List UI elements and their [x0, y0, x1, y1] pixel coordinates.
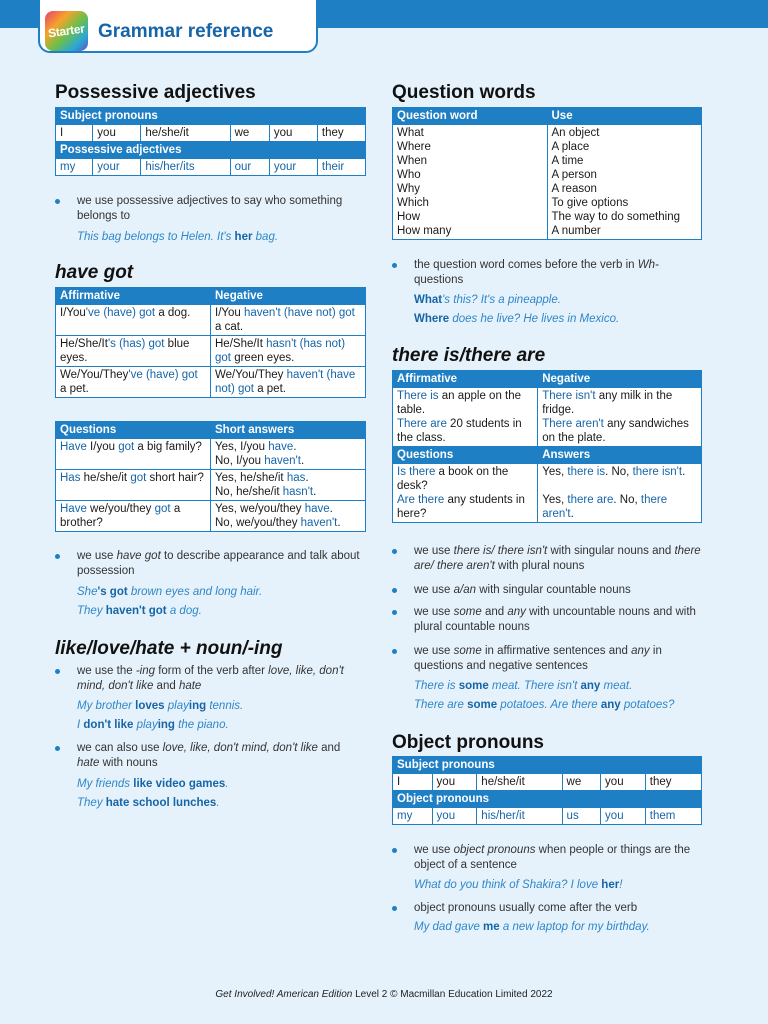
questions-header: Questions — [56, 422, 211, 439]
possessive-adjective: our — [230, 159, 269, 176]
subject-pronoun: he/she/it — [477, 774, 562, 791]
affirmative-header: Affirmative — [56, 288, 211, 305]
object-pronoun: my — [393, 808, 433, 825]
have-got-title: have got — [55, 262, 134, 283]
question-word-list: What Where When Who Why Which How How many — [393, 125, 548, 240]
subject-pronoun: I — [393, 774, 433, 791]
possessive-adjective: your — [93, 159, 141, 176]
footer-credit: Get Involved! American Edition Level 2 © Macmillan Education Limited 2022 — [215, 989, 553, 1000]
subject-pronoun: they — [645, 774, 701, 791]
object-pronoun: you — [432, 808, 477, 825]
question-words-table — [392, 107, 702, 240]
object-pronoun: them — [645, 808, 701, 825]
answers-header: Answers — [538, 447, 702, 464]
have-got-cell: Has he/she/it got short hair? — [56, 470, 211, 501]
have-got-cell: He/She/It hasn't (has not) got green eyes. — [211, 336, 366, 367]
subject-pronouns-header: Subject pronouns — [393, 757, 702, 774]
like-bullet-1: we use the -ing form of the verb after love, like, don't mind, don't like and hate — [55, 664, 365, 694]
like-example-4: They hate school lunches. — [77, 797, 220, 809]
there-bullet-1: we use there is/ there isn't with singular nouns and there are/ there aren't with plural nouns — [392, 544, 702, 574]
there-example-2: There are some potatoes. Are there any potatoes? — [414, 699, 675, 711]
question-words-example-1: What's this? It's a pineapple. — [414, 294, 561, 306]
object-pronouns-example-1: What do you think of Shakira? I love her! — [414, 879, 623, 891]
object-pronouns-bullet-1: we use object pronouns when people or things are the object of a sentence — [392, 843, 702, 873]
possessive-example: This bag belongs to Helen. It's her bag. — [77, 231, 279, 243]
negative-header: Negative — [538, 371, 702, 388]
subject-pronoun: you — [269, 125, 317, 142]
have-got-cell: He/She/It's (has) got blue eyes. — [56, 336, 211, 367]
like-example-1: My brother loves playing tennis. — [77, 700, 244, 712]
possessive-bullet: we use possessive adjectives to say who something belongs to — [55, 194, 365, 224]
there-cell: Is there a book on the desk? Are there any students in here? — [393, 464, 538, 523]
possessive-adjective: his/her/its — [141, 159, 230, 176]
have-got-affirmative-table — [55, 287, 366, 398]
object-pronoun: you — [601, 808, 646, 825]
subject-pronoun: I — [56, 125, 93, 142]
have-got-cell: I/You haven't (have not) got a cat. — [211, 305, 366, 336]
have-got-cell: Yes, we/you/they have. No, we/you/they haven't. — [211, 501, 366, 532]
there-bullet-2: we use a/an with singular countable nouns — [392, 583, 702, 598]
possessive-adjective: my — [56, 159, 93, 176]
negative-header: Negative — [211, 288, 366, 305]
possessive-title: Possessive adjectives — [55, 82, 256, 103]
there-is-title: there is/there are — [392, 345, 546, 366]
subject-pronoun: he/she/it — [141, 125, 230, 142]
possessive-adjectives-header: Possessive adjectives — [56, 142, 366, 159]
subject-pronouns-header: Subject pronouns — [56, 108, 366, 125]
have-got-example-1: She's got brown eyes and long hair. — [77, 586, 263, 598]
use-list: An object A place A time A person A reason To give options The way to do something A number — [547, 125, 702, 240]
there-bullet-4: we use some in affirmative sentences and any in questions and negative sentences — [392, 644, 702, 674]
have-got-cell: Yes, he/she/it has. No, he/she/it hasn't. — [211, 470, 366, 501]
short-answers-header: Short answers — [211, 422, 366, 439]
subject-pronoun: they — [317, 125, 365, 142]
have-got-cell: Have we/you/they got a brother? — [56, 501, 211, 532]
have-got-cell: Yes, I/you have. No, I/you haven't. — [211, 439, 366, 470]
have-got-bullet: we use have got to describe appearance and talk about possession — [55, 549, 365, 579]
page-title: Grammar reference — [98, 21, 274, 42]
subject-pronoun: you — [93, 125, 141, 142]
object-pronouns-example-2: My dad gave me a new laptop for my birthday. — [414, 921, 650, 933]
object-pronouns-header: Object pronouns — [393, 791, 702, 808]
like-bullet-2: we can also use love, like, don't mind, don't like and hate with nouns — [55, 741, 365, 771]
there-bullet-3: we use some and any with uncountable nouns and with plural countable nouns — [392, 605, 702, 635]
have-got-example-2: They haven't got a dog. — [77, 605, 202, 617]
possessive-adjective: their — [317, 159, 365, 176]
have-got-cell: We/You/They've (have) got a pet. — [56, 367, 211, 398]
have-got-cell: We/You/They haven't (have not) got a pet. — [211, 367, 366, 398]
like-love-hate-title: like/love/hate + noun/-ing — [55, 638, 283, 659]
subject-pronoun: you — [432, 774, 477, 791]
there-cell: There is an apple on the table. There are 20 students in the class. — [393, 388, 538, 447]
subject-pronoun: we — [230, 125, 269, 142]
there-example-1: There is some meat. There isn't any meat. — [414, 680, 633, 692]
affirmative-header: Affirmative — [393, 371, 538, 388]
there-cell: Yes, there is. No, there isn't. Yes, there are. No, there aren't. — [538, 464, 702, 523]
have-got-cell: I/You've (have) got a dog. — [56, 305, 211, 336]
question-words-example-2: Where does he live? He lives in Mexico. — [414, 313, 620, 325]
object-pronoun: us — [562, 808, 601, 825]
question-words-title: Question words — [392, 82, 536, 103]
subject-pronoun: we — [562, 774, 601, 791]
object-pronouns-title: Object pronouns — [392, 732, 544, 753]
possessive-table — [55, 107, 366, 176]
possessive-adjective: your — [269, 159, 317, 176]
question-words-bullet: the question word comes before the verb in Wh- questions — [392, 258, 702, 288]
starter-badge-label: Starter — [47, 21, 86, 41]
there-is-table — [392, 370, 702, 523]
have-got-cell: Have I/you got a big family? — [56, 439, 211, 470]
like-example-3: My friends like video games. — [77, 778, 229, 790]
have-got-questions-table — [55, 421, 366, 532]
subject-pronoun: you — [601, 774, 646, 791]
use-header: Use — [547, 108, 702, 125]
object-pronoun: his/her/it — [477, 808, 562, 825]
questions-header: Questions — [393, 447, 538, 464]
object-pronouns-table — [392, 756, 702, 825]
question-word-header: Question word — [393, 108, 548, 125]
there-cell: There isn't any milk in the fridge. There aren't any sandwiches on the plate. — [538, 388, 702, 447]
starter-badge — [45, 11, 88, 51]
object-pronouns-bullet-2: object pronouns usually come after the verb — [392, 901, 702, 916]
like-example-2: I don't like playing the piano. — [77, 719, 229, 731]
